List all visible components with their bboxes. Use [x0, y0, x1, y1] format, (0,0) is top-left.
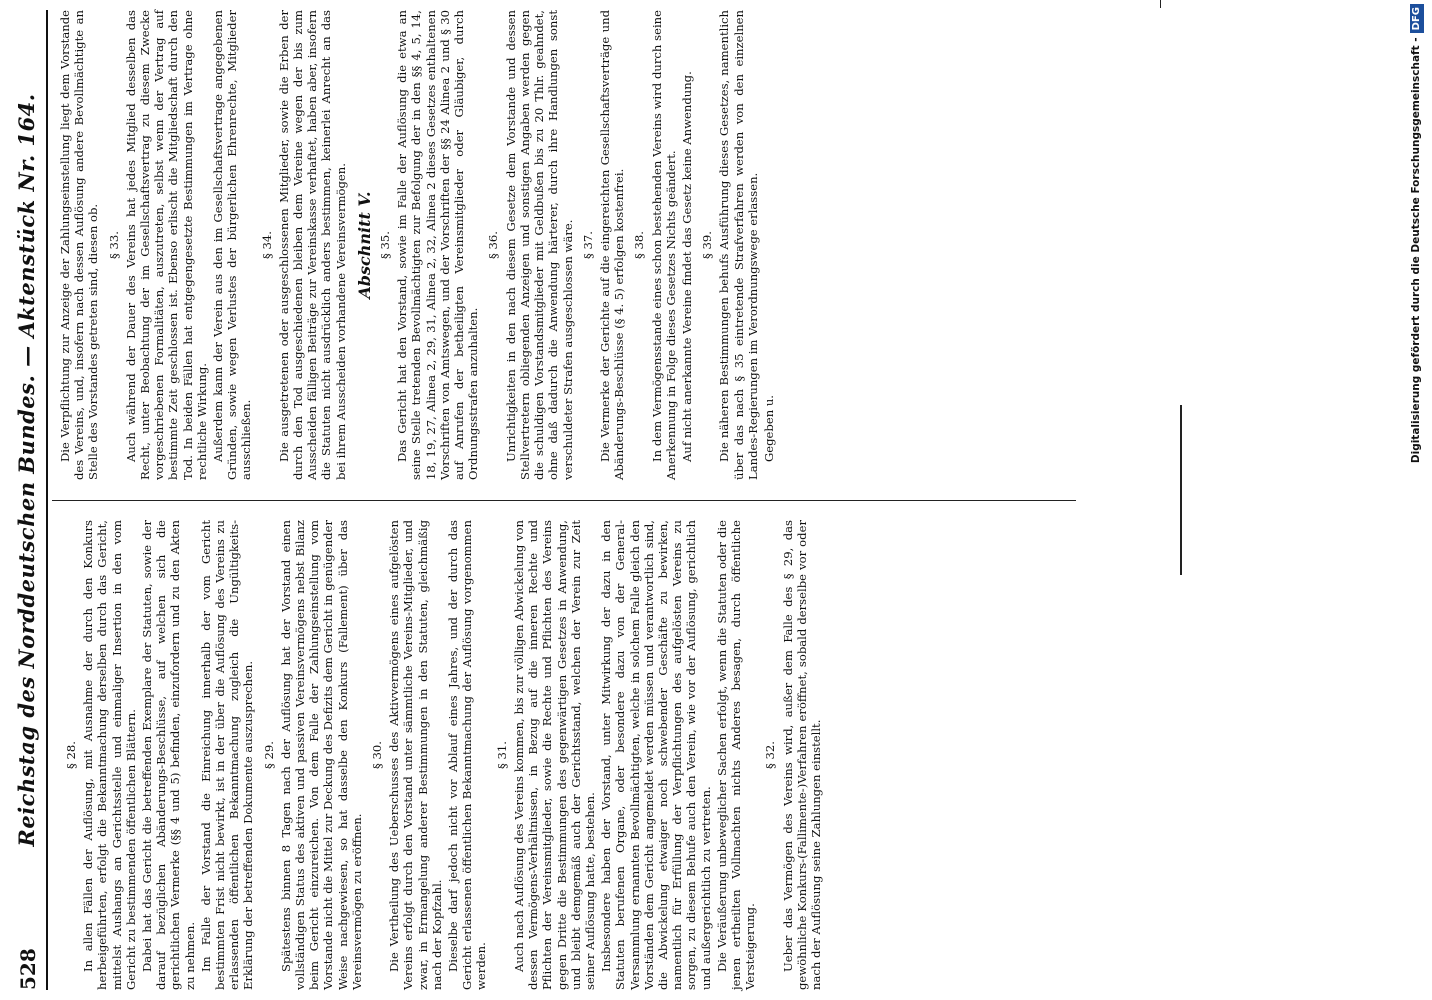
- paragraph-text: Außerdem kann der Verein aus den im Gesellschaftsvertrage angegebenen Gründen, sowie wegen Verlustes der bürgerlichen Ehrenrechte, Mitglieder ausschließen.: [211, 10, 254, 480]
- side-credit-text: Digitalisierung gefördert durch die Deutsche Forschungsgemeinschaft -DFG: [1408, 4, 1424, 996]
- page-header: [12, 10, 48, 990]
- page-number: 528: [16, 948, 40, 990]
- paragraph-heading: § 31.: [494, 741, 509, 769]
- paragraph-text: Dabei hat das Gericht die betreffenden Exemplare der Statuten, sowie der darauf bezüglichen Abänderungs-Beschlüsse, auf welchen sich die gerichtlichen Vermerke (§§ 4 und 5) befinden, einzufordern und zu den Akten zu nehmen.: [140, 520, 197, 990]
- paragraph-text: Auch während der Dauer des Vereins hat jedes Mitglied desselben das Recht, unter Beobachtung der im Gesellschaftsvertrag zu diesem Zwecke vorgeschriebenen Formalitäten, auszutreten, selbst wenn der Vertrag auf bestimmte Zeit geschlossen ist. Ebenso erlischt die Mitgliedschaft durch den Tod. In beiden Fällen hat entgegengesetzte Bestimmungen im Vertrage ohne rechtliche Wirkung.: [123, 10, 209, 480]
- paragraph-text: Die näheren Bestimmungen behufs Ausführung dieses Gesetzes, namentlich über das nach § 35 eintretende Strafverfahren werden von den einzelnen Landes-Regierungen im Verordnungswege erlassen.: [717, 10, 760, 480]
- paragraph-heading: § 39.: [700, 231, 715, 259]
- paragraph-text: Ueber das Vermögen des Vereins wird, außer dem Falle des § 29, das gewöhnliche Konkurs-(Fallimente-)Verfahren eröffnet, sobald derselbe vor oder nach der Auflösung seine Zahlungen einstellt.: [780, 520, 823, 990]
- paragraph-text: Die Veräußerung unbeweglicher Sachen erfolgt, wenn die Statuten oder die jenen ertheilten Vollmachten nichts Anderes besagen, durch öffentliche Versteigerung.: [714, 520, 758, 990]
- paragraph-heading: § 35.: [378, 231, 393, 259]
- scan-artifact-line: [1160, 0, 1161, 8]
- paragraph-text: In dem Vermögensstande eines schon bestehenden Vereins wird durch seine Anerkennung in Folge dieses Gesetzes Nichts geändert.: [649, 10, 678, 480]
- side-credit: [1408, 4, 1424, 996]
- paragraph-text: Die Vermerke der Gerichte auf die eingereichten Gesellschaftsverträge und Abänderungs-Beschlüsse (§ 4. 5) erfolgen kostenfrei.: [597, 10, 627, 480]
- paragraph-heading: § 29.: [261, 741, 276, 769]
- paragraph-heading: § 37.: [580, 231, 595, 259]
- paragraph-heading: § 30.: [370, 741, 385, 769]
- paragraph-text: Auch nach Auflösung des Vereins kommen, bis zur völligen Abwickelung von dessen Vermögens-Verhältnissen, in Bezug auf die inneren Rechte und Pflichten der Vereinsmitglieder, sowie die Rechte und Pflichten des Vereins gegen Dritte die Bestimmungen des gegenwärtigen Gesetzes in Anwendung, und bleibt demgemäß auch der Gerichtsstand, welchen der Verein zur Zeit seiner Auflösung hatte, bestehen.: [511, 520, 597, 990]
- paragraph-heading: § 32.: [763, 741, 778, 769]
- paragraph-text: Dieselbe darf jedoch nicht vor Ablauf eines Jahres, und der durch das Gericht erlassenen öffentlichen Bekanntmachung der Auflösung vorgenommen werden.: [446, 520, 489, 990]
- paragraph-text: In allen Fällen der Auflösung, mit Ausnahme der durch den Konkurs herbeigeführten, erfolgt die Bekanntmachung derselben durch das Gericht, mittelst Aushangs an Gerichtsstelle und einmaliger Insertion in den vom Gericht zu bestimmenden öffentlichen Blättern.: [81, 520, 138, 990]
- paragraph-heading: § 34.: [259, 231, 274, 259]
- section-heading: Abschnitt V.: [354, 191, 374, 299]
- left-column: [58, 520, 825, 990]
- scan-artifact-line: [1180, 405, 1182, 575]
- paragraph-heading: § 33.: [106, 231, 121, 259]
- right-column: [58, 10, 778, 480]
- running-title: Reichstag des Norddeutschen Bundes. — Aktenstück Nr. 164.: [14, 93, 39, 847]
- paragraph-text: Insbesondere haben der Vorstand, unter Mitwirkung der dazu in den Statuten berufenen Organe, oder besondere dazu von der General-Versammlung ernannten Bevollmächtigten, welche in solchem Falle gleich den Vorständen dem Gericht angemeldet werden müssen und verantwortlich sind, die Abwickelung etwaiger noch schwebender Geschäfte zu bewirken, namentlich für Erfüllung der Verpflichtungen des aufgelösten Vereins zu sorgen, zu diesem Behufe auch den Verein, wie vor der Auflösung, gerichtlich und außergerichtlich zu vertreten.: [599, 520, 713, 990]
- paragraph-heading: § 28.: [64, 741, 78, 769]
- paragraph-text: Die Verpflichtung zur Anzeige der Zahlungseinstellung liegt dem Vorstande des Vereins, und, insofern nach dessen Auflösung andere Bevollmächtigte an Stelle des Vorstandes getreten sind, diesen ob.: [58, 10, 101, 480]
- paragraph-heading: § 36.: [486, 231, 501, 259]
- column-divider: [52, 500, 1076, 501]
- paragraph-text: Auf nicht anerkannte Vereine findet das Gesetz keine Anwendung.: [679, 71, 694, 462]
- paragraph-text: Die Vertheilung des Ueberschusses des Aktivvermögens eines aufgelösten Vereins erfolgt durch den Vorstand unter sämmtliche Vereins-Mitglieder, und zwar, in Ermangelung anderer Bestimmungen in den Statuten, gleichmäßig nach der Kopfzahl.: [387, 520, 444, 990]
- dfg-logo: DFG: [1410, 4, 1424, 33]
- paragraph-text: Das Gericht hat den Vorstand, sowie im Falle der Auflösung die etwa an seine Stelle tretenden Bevollmächtigten zur Befolgung der in den §§ 4, 5, 14, 18, 19, 27, Alinea 2, 29, 31, Alinea 2, 32, Alinea 2 dieses Gesetzes enthaltenen Vorschriften von Amtswegen, und der Vorschriften der §§ 24 Alinea 2 und § 30 auf Anrufen der betheiligten Vereinsmitglieder oder Gläubiger, durch Ordnungsstrafen anzuhalten.: [395, 10, 481, 480]
- paragraph-text: Im Falle der Vorstand die Einreichung innerhalb der vom Gericht bestimmten Frist nicht bewirkt, ist in der über die Auflösung des Vereins zu erlassenden öffentlichen Bekanntmachung zugleich die Ungültigkeits-Erklärung der betreffenden Dokumente auszusprechen.: [198, 520, 256, 990]
- paragraph-text: Gegeben u.: [761, 395, 776, 462]
- paragraph-text: Die ausgetretenen oder ausgeschlossenen Mitglieder, sowie die Erben der durch den Tod ausgeschiedenen bleiben dem Vereine wegen der bis zum Ausscheiden fälligen Beiträge zur Vereinskasse verhaftet, haben aber, insofern die Statuten nicht ausdrücklich anders bestimmen, keinerlei Anrecht an das bei ihrem Ausscheiden vorhandene Vereinsvermögen.: [276, 10, 348, 480]
- paragraph-heading: § 38.: [632, 231, 647, 259]
- paragraph-text: Unrichtigkeiten in den nach diesem Gesetze dem Vorstande und dessen Stellvertretern obliegenden Anzeigen und sonstigen Angaben werden gegen die schuldigen Vorstandsmitglieder mit Geldbußen bis zu 20 Thlr. geahndet, ohne daß dadurch die Anwendung härterer, durch ihre Handlungen sonst verschuldeter Strafen ausgeschlossen wäre.: [503, 10, 575, 480]
- paragraph-text: Spätestens binnen 8 Tagen nach der Auflösung hat der Vorstand einen vollständigen Status des aktiven und passiven Vereinsvermögens nebst Bilanz beim Gericht einzureichen. Von dem Falle der Zahlungseinstellung vom Vorstande nicht die Mittel zur Deckung des Defizits dem Gericht in genügender Weise nachgewiesen, so hat dasselbe den Konkurs (Fallement) über das Vereinsvermögen zu eröffnen.: [278, 520, 364, 990]
